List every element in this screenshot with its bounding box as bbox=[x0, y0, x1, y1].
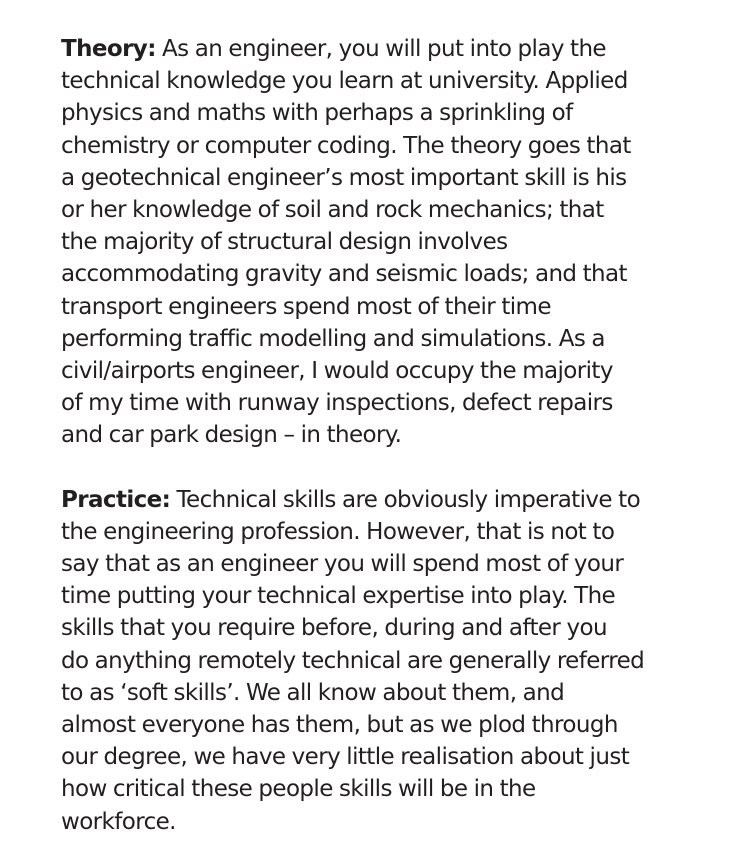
text-line: time putting your technical expertise into play. The bbox=[61, 583, 616, 610]
text-line: the engineering profession. However, that is not to bbox=[61, 518, 615, 545]
text-line bbox=[61, 484, 741, 516]
text-line: a geotechnical engineer’s most important skill is his bbox=[61, 164, 627, 191]
text-line: and car park design – in theory. bbox=[61, 422, 402, 449]
text-line: chemistry or computer coding. The theory goes that bbox=[61, 132, 631, 159]
text-line: transport engineers spend most of their time bbox=[61, 293, 551, 320]
text-line: of my time with runway inspections, defect repairs bbox=[61, 390, 613, 417]
text-line: do anything remotely technical are generally referred bbox=[61, 647, 645, 674]
text-line: accommodating gravity and seismic loads; and that bbox=[61, 261, 627, 288]
theory-heading: Theory: bbox=[61, 36, 156, 62]
theory-paragraph bbox=[61, 33, 741, 452]
text-line: say that as an engineer you will spend most of your bbox=[61, 551, 624, 578]
text-line: workforce. bbox=[61, 808, 176, 835]
text-line: civil/airports engineer, I would occupy the majority bbox=[61, 358, 613, 385]
text-line: our degree, we have very little realisation about just bbox=[61, 744, 630, 771]
text-line: performing traffic modelling and simulations. As a bbox=[61, 325, 605, 352]
practice-heading: Practice: bbox=[61, 486, 171, 513]
text-line-content: Technical skills are obviously imperative to bbox=[170, 486, 641, 513]
text-line: almost everyone has them, but as we plod through bbox=[61, 712, 618, 739]
text-line: or her knowledge of soil and rock mechanics; that bbox=[61, 197, 604, 224]
text-line: to as ‘soft skills’. We all know about them, and bbox=[61, 679, 565, 706]
document-body bbox=[61, 33, 741, 838]
practice-paragraph bbox=[61, 484, 741, 838]
text-line: skills that you require before, during and after you bbox=[61, 615, 607, 642]
text-line bbox=[61, 33, 741, 65]
text-line-content: As an engineer, you will put into play the bbox=[155, 36, 606, 62]
text-line: the majority of structural design involves bbox=[61, 229, 508, 256]
text-line: technical knowledge you learn at university. Applied bbox=[61, 68, 628, 95]
text-line: how critical these people skills will be in the bbox=[61, 776, 536, 803]
text-line: physics and maths with perhaps a sprinkling of bbox=[61, 100, 573, 127]
